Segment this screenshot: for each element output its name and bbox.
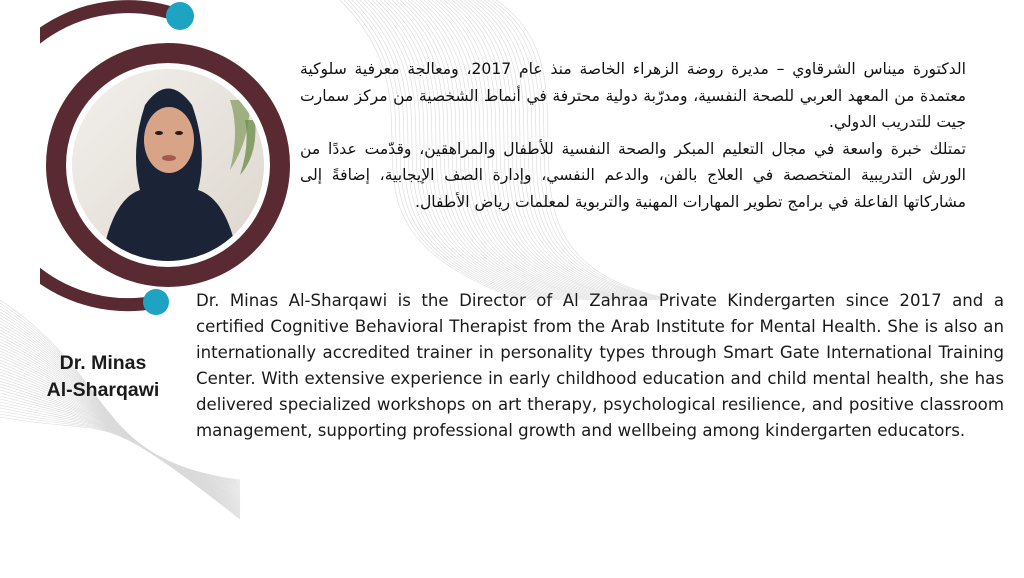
english-bio-text: Dr. Minas Al-Sharqawi is the Director of Al Zahraa Private Kindergarten since 2017 and a certified Cognitive Behavioral Therapist from the Arab Institute for Mental Health. She is also an internationally accredited trainer in personality types through Smart Gate International Training Center. With extensive experience in early childhood education and child mental health, she has delivered specialized workshops on art therapy, psychological resilience, and positive classroom management, supporting professional growth and wellbeing among kindergarten educators. [196, 291, 1004, 441]
accent-dot-top [166, 2, 194, 30]
arabic-bio-paragraph-1: الدكتورة ميناس الشرقاوي – مديرة روضة الزهراء الخاصة منذ عام 2017، ومعالجة معرفية سلوكية معتمدة من المعهد العربي للصحة النفسية، ومدرّبة دولية محترفة في أنماط الشخصية من مركز سمارت جيت للتدريب الدولي. [300, 60, 967, 131]
accent-dot-bottom [143, 289, 169, 315]
arabic-bio [300, 56, 966, 215]
speaker-name-line2: Al-Sharqawi [46, 379, 160, 401]
arabic-bio-paragraph-2: تمتلك خبرة واسعة في مجال التعليم المبكر والصحة النفسية للأطفال والمراهقين، وقدّمت عددًا من الورش التدريبية المتخصصة في العلاج بالفن، والدعم النفسي، وإدارة الصف الإيجابية، إضافةً إلى مشاركاتها الفاعلة في برامج تطوير المهارات المهنية والتربوية لمعلمات رياض الأطفال. [300, 139, 966, 211]
speaker-name [30, 350, 176, 404]
english-bio [196, 288, 1004, 445]
speaker-name-line1: Dr. Minas [59, 352, 147, 374]
portrait-frame [40, 0, 320, 330]
